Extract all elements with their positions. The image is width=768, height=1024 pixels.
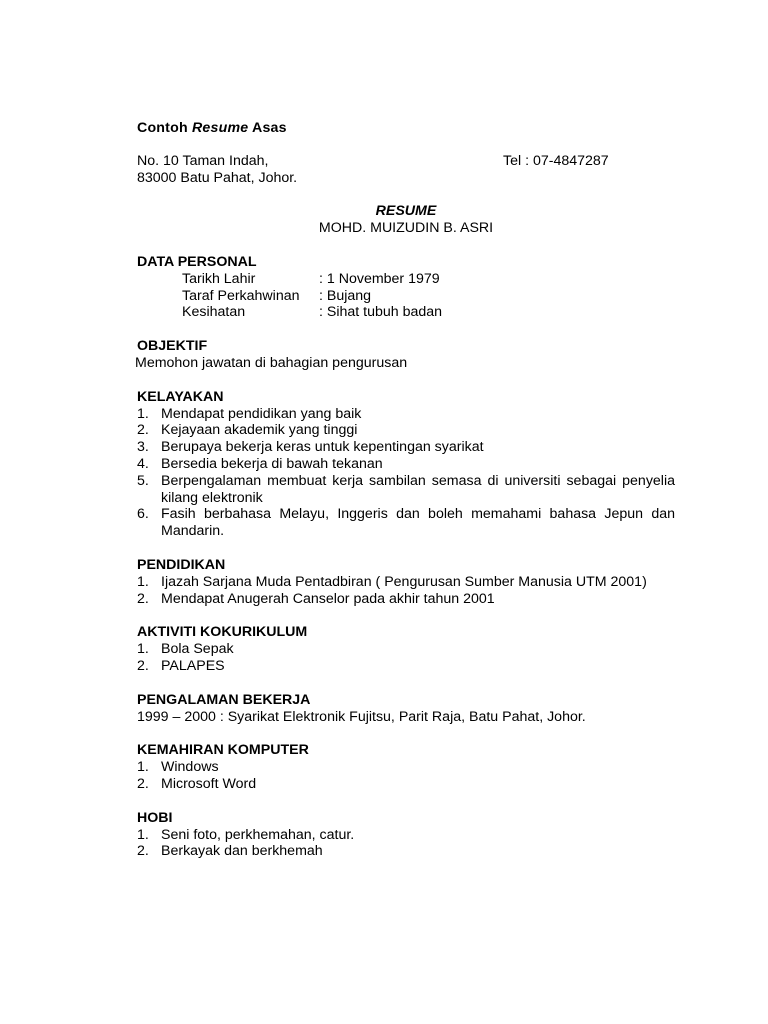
list-item: 1. Bola Sepak	[137, 641, 234, 658]
personal-row: Taraf Perkahwinan : Bujang	[182, 287, 372, 304]
section-heading-personal: DATA PERSONAL	[137, 253, 257, 270]
section-heading-activities: AKTIVITI KOKURIKULUM	[137, 624, 308, 641]
list-item: 2. Mendapat Anugerah Canselor pada akhir tahun 2001	[137, 590, 495, 607]
list-item: 1. Mendapat pendidikan yang baik	[137, 405, 362, 422]
section-heading-qualifications: KELAYAKAN	[137, 388, 224, 405]
list-item: 6. Fasih berbahasa Melayu, Inggeris dan boleh memahami bahasa Jepun dan Mandarin.	[137, 506, 675, 540]
qualifications-list	[137, 406, 675, 540]
personal-data-list	[137, 271, 675, 321]
list-item: 1. Seni foto, perkhemahan, catur.	[137, 826, 355, 843]
activities-list	[137, 641, 675, 675]
section-heading-experience: PENGALAMAN BEKERJA	[137, 691, 311, 708]
phone-number: Tel : 07-4847287	[503, 152, 609, 169]
resume-heading: RESUME	[375, 203, 437, 220]
list-item: 2. Berkayak dan berkhemah	[137, 843, 323, 860]
hobbies-list	[137, 827, 675, 861]
personal-row: Kesihatan : Sihat tubuh badan	[182, 304, 443, 321]
section-heading-objective: OBJEKTIF	[137, 338, 208, 355]
list-item: 1. Windows	[137, 759, 219, 776]
objective-text: Memohon jawatan di bahagian pengurusan	[135, 354, 408, 371]
experience-text: 1999 – 2000 : Syarikat Elektronik Fujitsu, Parit Raja, Batu Pahat, Johor.	[137, 708, 586, 725]
document-title: Contoh Resume Asas	[137, 120, 287, 136]
address-block	[137, 153, 675, 187]
list-item: 5. Berpengalaman membuat kerja sambilan semasa di universiti sebagai penyelia kilang elektronik	[137, 472, 675, 506]
list-item: 2. Microsoft Word	[137, 775, 257, 792]
resume-content	[137, 120, 675, 860]
applicant-name: MOHD. MUIZUDIN B. ASRI	[318, 220, 494, 237]
address-line-2: 83000 Batu Pahat, Johor.	[137, 169, 298, 186]
section-heading-hobbies: HOBI	[137, 809, 173, 826]
section-heading-education: PENDIDIKAN	[137, 556, 226, 573]
section-heading-computer: KEMAHIRAN KOMPUTER	[137, 742, 309, 759]
list-item: 2. Kejayaan akademik yang tinggi	[137, 422, 358, 439]
list-item: 2. PALAPES	[137, 657, 225, 674]
computer-skills-list	[137, 759, 675, 793]
list-item: 4. Bersedia bekerja di bawah tekanan	[137, 455, 383, 472]
personal-row: Tarikh Lahir : 1 November 1979	[182, 270, 440, 287]
education-list	[137, 574, 675, 608]
list-item: 1. Ijazah Sarjana Muda Pentadbiran ( Pengurusan Sumber Manusia UTM 2001)	[137, 573, 647, 590]
title-italic-word: Resume	[191, 120, 249, 136]
list-item: 3. Berupaya bekerja keras untuk kepentingan syarikat	[137, 439, 484, 456]
address-line-1: No. 10 Taman Indah,	[137, 152, 269, 169]
